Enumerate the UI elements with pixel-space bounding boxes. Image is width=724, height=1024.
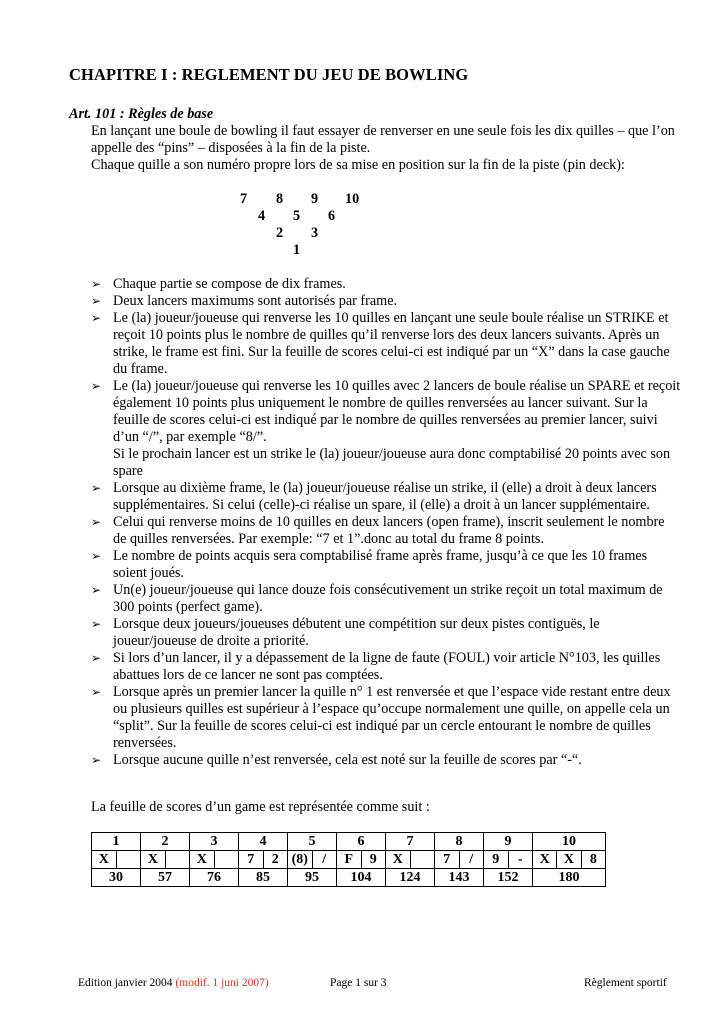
frame-total-cell: 85 — [239, 869, 288, 887]
roll-mark: 7 — [443, 852, 451, 867]
roll-mark: 8 — [581, 851, 605, 868]
frame-total-cell: 30 — [92, 869, 141, 887]
rule-item — [91, 480, 681, 514]
rule-item — [91, 548, 681, 582]
frame-rolls-cell — [239, 851, 288, 869]
rule-text: Lorsque après un premier lancer la quille n° 1 est renversée et que l’espace vide restant entre deux ou plusieurs quilles est supérieur à l’espace qu’occupe normalement une quille, on appelle cela un “split”. Sur la feuille de scores celui-ci est indiqué par un cercle entourant le nombre de quilles renversées. — [113, 684, 671, 751]
rule-text: Le (la) joueur/joueuse qui renverse les 10 quilles en lançant une seule boule réalise un STRIKE et reçoit 10 points plus le nombre de quilles qu’il renverse lors des deux lancers suivants. Après un strike, le frame est fini. Sur la feuille de scores celui-ci est indiqué par un “X” dans la case gauche du frame. — [113, 310, 670, 377]
pin-number: 1 — [293, 242, 301, 258]
pin-number: 9 — [311, 191, 319, 207]
roll-mark: (8) — [291, 852, 308, 867]
rule-text: Un(e) joueur/joueuse qui lance douze fois consécutivement un strike reçoit un total maximum de 300 points (perfect game). — [113, 582, 663, 615]
modification-note: (modif. 1 juni 2007) — [175, 977, 269, 989]
arrow-bullet-icon: ➢ — [91, 549, 102, 563]
frame-number-cell: 1 — [92, 833, 141, 851]
roll-mark: X — [392, 852, 403, 867]
pin-number: 8 — [276, 191, 284, 207]
rule-text: Si lors d’un lancer, il y a dépassement de la ligne de faute (FOUL) voir article N°103, les quilles abattues lors de ce lancer ne sont pas comptées. — [113, 650, 661, 683]
frame-rolls-cell — [288, 851, 337, 869]
frame-rolls-cell — [435, 851, 484, 869]
chapter-title: CHAPITRE I : REGLEMENT DU JEU DE BOWLING — [69, 65, 469, 84]
roll-mark — [410, 851, 435, 868]
pin-number: 2 — [276, 225, 284, 241]
intro-paragraph: En lançant une boule de bowling il faut essayer de renverser en une seule fois les dix quilles – que l’on appelle des “pins” – disposées à la fin de la piste. — [91, 123, 675, 156]
pin-number: 5 — [293, 208, 301, 224]
frame-number-cell: 8 — [435, 833, 484, 851]
arrow-bullet-icon: ➢ — [91, 617, 102, 631]
roll-boxes — [386, 851, 434, 868]
pin-row-third — [0, 208, 724, 225]
rule-text: Lorsque au dixième frame, le (la) joueur/joueuse réalise un strike, il (elle) a droit à deux lancers supplémentaires. Si celui (celle)-ci réalise un spare, il (elle) a droit à un lancer supplémentaire. — [113, 480, 657, 513]
arrow-bullet-icon: ➢ — [91, 311, 102, 325]
roll-mark: F — [344, 852, 354, 867]
roll-mark: 9 — [361, 851, 386, 868]
roll-boxes — [337, 851, 385, 868]
rule-item — [91, 650, 681, 684]
score-sheet-table — [91, 832, 606, 887]
intro-text — [91, 123, 681, 174]
pin-number: 10 — [345, 191, 360, 207]
frame-number-cell: 5 — [288, 833, 337, 851]
rule-item — [91, 514, 681, 548]
frame-total-cell: 124 — [386, 869, 435, 887]
roll-row — [92, 851, 606, 869]
frame-total-cell: 104 — [337, 869, 386, 887]
rule-text: Le nombre de points acquis sera comptabilisé frame après frame, jusqu’à ce que les 10 frames soient joués. — [113, 548, 648, 581]
roll-mark: X — [539, 852, 550, 867]
roll-mark: X — [147, 852, 158, 867]
roll-mark — [165, 851, 190, 868]
frame-rolls-cell — [533, 851, 606, 869]
roll-boxes — [288, 851, 336, 868]
arrow-bullet-icon: ➢ — [91, 379, 102, 393]
arrow-bullet-icon: ➢ — [91, 651, 102, 665]
frame-rolls-cell — [386, 851, 435, 869]
pin-row-second — [0, 225, 724, 242]
rule-text: Le (la) joueur/joueuse qui renverse les 10 quilles avec 2 lancers de boule réalise un SPARE et reçoit également 10 points plus uniquement le nombre de quilles renversées au lancer suivant. Sur la feuille de scores celui-ci est indiqué par le nombre de quilles renversées au premier lancer, suivi d’un “/”, par exemple “8/”. Si le prochain lancer est un strike le (la) joueur/joueuse aura donc comptabilisé 20 points avec son spare — [113, 378, 681, 479]
pin-number: 4 — [258, 208, 266, 224]
page-number: Page 1 sur 3 — [330, 977, 387, 989]
rule-text: Lorsque deux joueurs/joueuses débutent une compétition sur deux pistes contiguës, le joueur/joueuse de droite a priorité. — [113, 616, 600, 649]
frame-number-row — [92, 833, 606, 851]
pin-number: 3 — [311, 225, 319, 241]
arrow-bullet-icon: ➢ — [91, 685, 102, 699]
roll-mark: / — [312, 851, 337, 868]
frame-number-cell: 4 — [239, 833, 288, 851]
rule-item — [91, 378, 681, 480]
frame-total-cell: 76 — [190, 869, 239, 887]
arrow-bullet-icon: ➢ — [91, 277, 102, 291]
roll-boxes — [533, 851, 605, 868]
footer-edition — [78, 975, 269, 992]
rules-list — [91, 276, 681, 769]
article-title: Art. 101 : Règles de base — [69, 106, 214, 122]
frame-total-cell: 152 — [484, 869, 533, 887]
total-row — [92, 869, 606, 887]
frame-total-cell: 143 — [435, 869, 484, 887]
rule-item — [91, 276, 681, 293]
roll-mark: X — [556, 851, 580, 868]
frame-number-cell: 6 — [337, 833, 386, 851]
document-name: Règlement sportif — [584, 977, 667, 989]
rule-text: Chaque partie se compose de dix frames. — [113, 276, 346, 292]
rule-item — [91, 616, 681, 650]
arrow-bullet-icon: ➢ — [91, 481, 102, 495]
roll-boxes — [435, 851, 483, 868]
roll-mark: X — [196, 852, 207, 867]
frame-number-cell: 3 — [190, 833, 239, 851]
arrow-bullet-icon: ➢ — [91, 583, 102, 597]
arrow-bullet-icon: ➢ — [91, 753, 102, 767]
frame-number-cell: 9 — [484, 833, 533, 851]
rule-item — [91, 684, 681, 752]
edition-text: Edition janvier 2004 — [78, 977, 173, 989]
arrow-bullet-icon: ➢ — [91, 294, 102, 308]
pin-number: 7 — [240, 191, 248, 207]
roll-mark — [214, 851, 239, 868]
frame-rolls-cell — [141, 851, 190, 869]
roll-mark: X — [98, 852, 109, 867]
roll-boxes — [92, 851, 140, 868]
roll-boxes — [239, 851, 287, 868]
pin-number: 6 — [328, 208, 336, 224]
frame-total-cell: 95 — [288, 869, 337, 887]
frame-number-cell: 10 — [533, 833, 606, 851]
frame-total-cell: 180 — [533, 869, 606, 887]
roll-mark: - — [508, 851, 533, 868]
rule-text: Lorsque aucune quille n’est renversée, cela est noté sur la feuille de scores par “-“. — [113, 752, 582, 768]
frame-rolls-cell — [337, 851, 386, 869]
roll-mark — [116, 851, 141, 868]
roll-mark: 9 — [492, 852, 500, 867]
rule-text: Celui qui renverse moins de 10 quilles en deux lancers (open frame), inscrit seulement le nombre de quilles renversées. Par exemple: “7 et 1”.donc au total du frame 8 points. — [113, 514, 665, 547]
rule-item — [91, 752, 681, 769]
frame-rolls-cell — [92, 851, 141, 869]
rule-item — [91, 310, 681, 378]
frame-number-cell: 7 — [386, 833, 435, 851]
pin-diagram — [0, 191, 724, 259]
score-intro: La feuille de scores d’un game est représentée comme suit : — [91, 799, 430, 815]
roll-boxes — [484, 851, 532, 868]
frame-rolls-cell — [190, 851, 239, 869]
frame-total-cell: 57 — [141, 869, 190, 887]
pin-row-back — [0, 191, 724, 208]
rule-item — [91, 293, 681, 310]
roll-mark: 7 — [247, 852, 255, 867]
intro-paragraph: Chaque quille a son numéro propre lors de sa mise en position sur la fin de la piste (pin deck): — [91, 157, 625, 173]
roll-boxes — [190, 851, 238, 868]
roll-mark: 2 — [263, 851, 288, 868]
frame-rolls-cell — [484, 851, 533, 869]
rule-item — [91, 582, 681, 616]
rule-text: Deux lancers maximums sont autorisés par frame. — [113, 293, 398, 309]
pin-row-head — [0, 242, 724, 259]
arrow-bullet-icon: ➢ — [91, 515, 102, 529]
frame-number-cell: 2 — [141, 833, 190, 851]
roll-mark: / — [459, 851, 484, 868]
roll-boxes — [141, 851, 189, 868]
